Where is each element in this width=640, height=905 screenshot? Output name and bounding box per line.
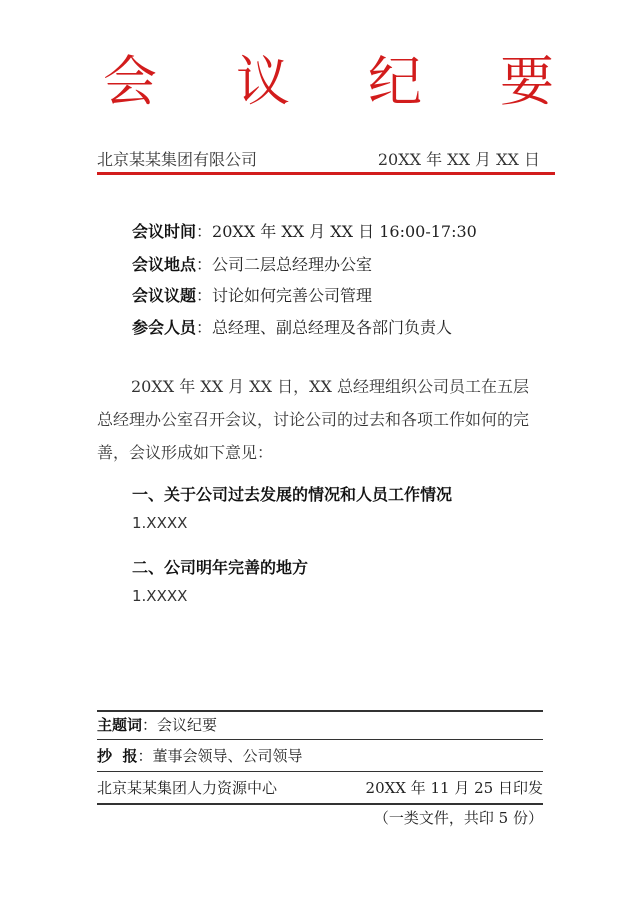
- issuer-name: 北京某某集团人力资源中心: [97, 779, 278, 797]
- organization-name: 北京某某集团有限公司: [97, 150, 258, 169]
- issue-date: 20XX 年 11 月 25 日印发: [365, 779, 543, 797]
- info-label: 会议议题: [132, 286, 197, 305]
- info-label: 参会人员: [132, 318, 197, 337]
- info-row-location: [132, 255, 372, 275]
- info-value: ：讨论如何完善公司管理: [196, 286, 373, 305]
- cc-row: [97, 746, 543, 766]
- print-note: （一类文件，共印 5 份）: [373, 809, 543, 827]
- keywords-value: ：会议纪要: [142, 716, 218, 734]
- section-heading: 二、公司明年完善的地方: [132, 558, 309, 577]
- title-char: 议: [236, 50, 290, 113]
- section-item: 1.XXXX: [132, 514, 188, 532]
- info-row-attendees: [132, 318, 452, 338]
- section-heading: 一、关于公司过去发展的情况和人员工作情况: [132, 485, 453, 504]
- document-title: [0, 52, 640, 112]
- info-value: ：总经理、副总经理及各部门负责人: [196, 318, 453, 337]
- info-label: 会议时间: [132, 222, 197, 241]
- footer-bottom-rule: [97, 803, 543, 805]
- keywords-row: [97, 715, 543, 735]
- footer-rule: [97, 739, 543, 740]
- title-char: 会: [103, 50, 157, 113]
- keywords-label: 主题词: [97, 716, 143, 734]
- footer-top-rule: [97, 710, 543, 712]
- section-item: 1.XXXX: [132, 587, 188, 605]
- info-value: ：20XX 年 XX 月 XX 日 16:00-17:30: [196, 222, 477, 241]
- document-date: 20XX 年 XX 月 XX 日: [377, 150, 540, 169]
- info-row-topic: [132, 286, 372, 306]
- red-divider: [97, 172, 555, 175]
- issuer-row: [97, 778, 543, 798]
- info-value: ：公司二层总经理办公室: [196, 255, 373, 274]
- body-paragraph: 20XX 年 XX 月 XX 日，XX 总经理组织公司员工在五层总经理办公室召开会议，讨论公司的过去和各项工作如何的完善，会议形成如下意见：: [97, 377, 530, 462]
- cc-value: ：董事会领导、公司领导: [137, 747, 303, 765]
- footer-rule: [97, 771, 543, 772]
- cc-label: 抄 报: [97, 747, 138, 765]
- info-row-time: [132, 222, 477, 242]
- title-char: 要: [500, 50, 554, 113]
- info-label: 会议地点: [132, 255, 197, 274]
- title-char: 纪: [368, 50, 422, 113]
